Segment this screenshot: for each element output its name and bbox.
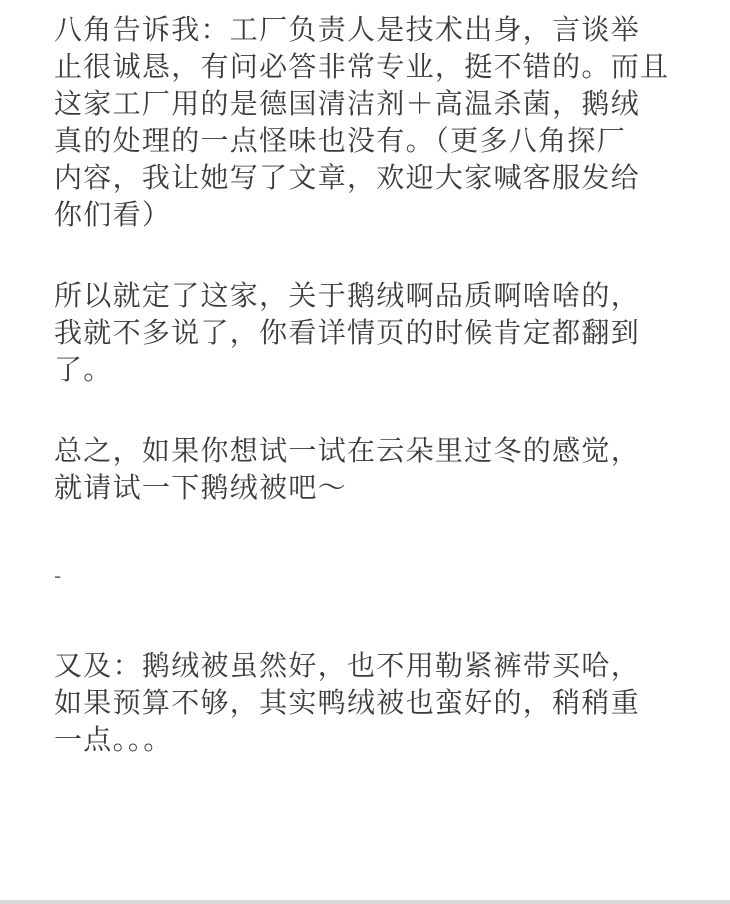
paragraph-decision xyxy=(54,277,694,388)
paragraph-spacer xyxy=(54,595,694,647)
text-line: 又及：鹅绒被虽然好，也不用勒紧裤带买哈， xyxy=(54,649,641,682)
text-line: 内容，我让她写了文章，欢迎大家喊客服发给 xyxy=(54,161,641,194)
dash-separator: - xyxy=(54,564,62,588)
paragraph-conclusion xyxy=(54,432,694,506)
paragraph-factory xyxy=(54,11,694,233)
text-line: 我就不多说了，你看详情页的时候肯定都翻到 xyxy=(54,316,641,349)
paragraph-postscript xyxy=(54,647,694,758)
text-line: 这家工厂用的是德国清洁剂＋高温杀菌，鹅绒 xyxy=(54,87,641,120)
section-separator xyxy=(54,558,694,595)
paragraph-spacer xyxy=(54,233,694,277)
text-line: 你们看） xyxy=(54,198,172,231)
article-body xyxy=(54,11,694,758)
text-line: 了。 xyxy=(54,353,113,386)
text-line: 八角告诉我：工厂负责人是技术出身，言谈举 xyxy=(54,13,641,46)
text-line: 一点。。。 xyxy=(54,723,173,756)
paragraph-spacer xyxy=(54,388,694,432)
text-line: 如果预算不够，其实鸭绒被也蛮好的，稍稍重 xyxy=(54,686,641,719)
text-line: 止很诚恳，有问必答非常专业，挺不错的。而且 xyxy=(54,50,670,83)
paragraph-spacer xyxy=(54,506,694,558)
text-line: 就请试一下鹅绒被吧～ xyxy=(54,471,348,504)
text-line: 总之，如果你想试一试在云朵里过冬的感觉， xyxy=(54,434,641,467)
text-line: 所以就定了这家，关于鹅绒啊品质啊啥啥的， xyxy=(54,279,641,312)
bottom-divider xyxy=(0,900,730,904)
text-line: 真的处理的一点怪味也没有。（更多八角探厂 xyxy=(54,124,627,157)
